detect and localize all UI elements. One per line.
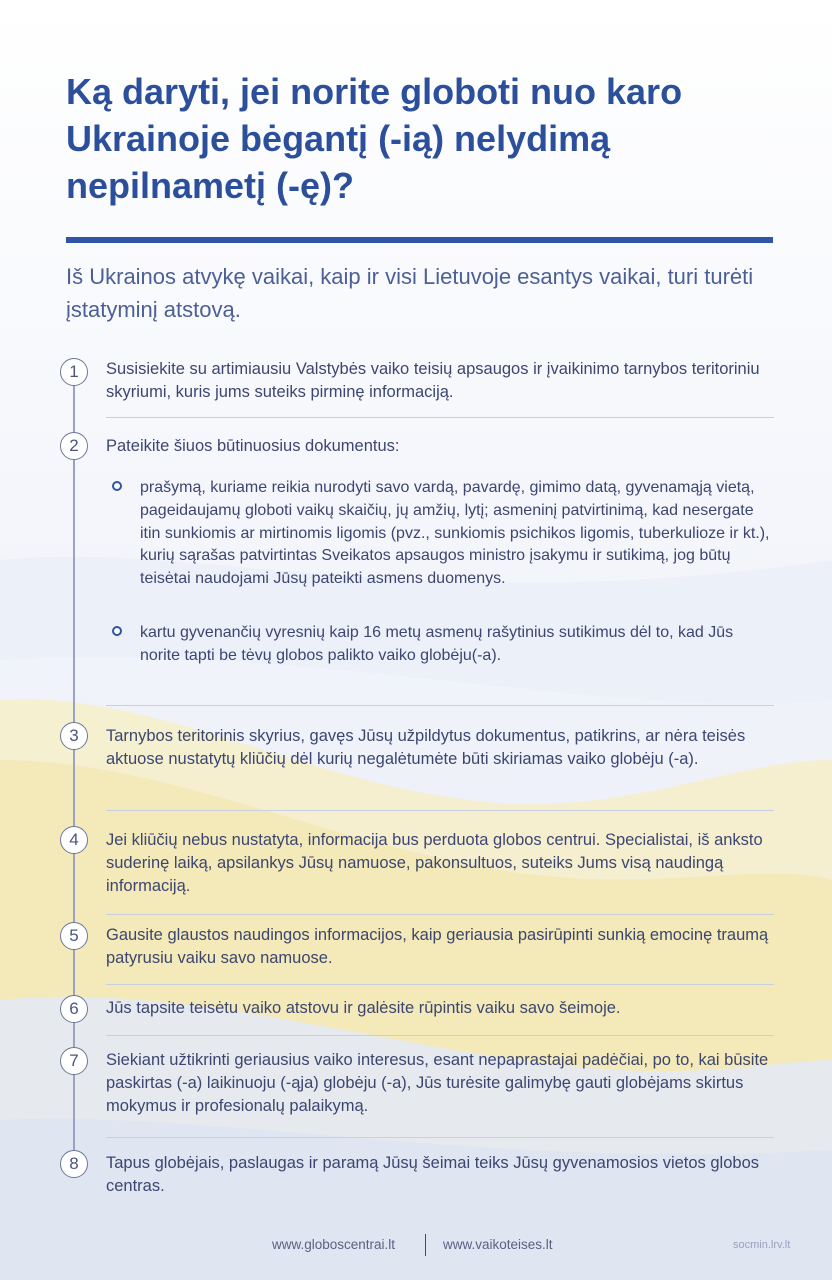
step-text: Gausite glaustos naudingos informacijos, kaip geriausia pasirūpinti sunkią emocinę traumą patyrusiu vaiku savo namuose. <box>106 926 769 967</box>
title-divider <box>66 237 773 243</box>
step-separator <box>106 914 774 915</box>
bullet-icon <box>112 626 122 636</box>
step-text: Pateikite šiuos būtinuosius dokumentus: <box>106 437 400 455</box>
step-separator <box>106 417 774 418</box>
step-number: 8 <box>60 1150 88 1178</box>
timeline-line <box>73 370 75 1160</box>
step-separator <box>106 810 774 811</box>
step-separator <box>106 1035 774 1036</box>
step-separator <box>106 984 774 985</box>
bullet-text: kartu gyvenančių vyresnių kaip 16 metų asmenų rašytinius sutikimus dėl to, kad Jūs norite tapti be tėvų globos palikto vaiko globėju(-a). <box>140 624 734 664</box>
step-text: Tarnybos teritorinis skyrius, gavęs Jūsų užpildytus dokumentus, patikrins, ar nėra teisės aktuose nustatytų kliūčių dėl kurių negalėtumėte būti skiriamas vaiko globėju (-a). <box>106 727 746 768</box>
step-text: Jei kliūčių nebus nustatyta, informacija bus perduota globos centrui. Specialistai, iš anksto suderinę laiką, apsilankys Jūsų namuose, pakonsultuos, suteiks Jums visą naudingą informaciją. <box>106 831 763 895</box>
step-text: Susisiekite su artimiausiu Valstybės vaiko teisių apsaugos ir įvaikinimo tarnybos teritoriniu skyriumi, kuris jums suteiks pirminę informaciją. <box>106 360 760 401</box>
footer-divider <box>425 1234 426 1256</box>
intro-text: Iš Ukrainos atvykę vaikai, kaip ir visi Lietuvoje esantys vaikai, turi turėti įstatyminį atstovą. <box>66 264 754 322</box>
source-credit: socmin.lrv.lt <box>733 1239 791 1251</box>
step-text: Tapus globėjais, paslaugas ir paramą Jūsų šeimai teiks Jūsų gyvenamosios vietos globos centras. <box>106 1154 760 1195</box>
step-number: 2 <box>60 432 88 460</box>
page-title: Ką daryti, jei norite globoti nuo karo Ukrainoje bėgantį (-ią) nelydimą nepilnametį (-ę)? <box>66 71 683 206</box>
step-separator <box>106 705 774 706</box>
step-number: 6 <box>60 995 88 1023</box>
bullet-text: prašymą, kuriame reikia nurodyti savo vardą, pavardę, gimimo datą, gyvenamąją vietą, pageidaujamų globoti vaikų skaičių, jų amžių, lytį; asmeninį patvirtinimą, kad nesergate itin sunkiomis ar mirtinomis ligomis (pvz., sunkiomis psichikos ligomis, tuberkulioze ir kt.), kurių sąrašas patvirtintas Sveikatos apsaugos ministro įsakymu ir sutikimą, jog būtų teisėtai naudojami Jūsų pateikti asmens duomenys. <box>140 479 770 588</box>
step-text: Siekiant užtikrinti geriausius vaiko interesus, esant nepaprastajai padėčiai, po to, kai būsite paskirtas (-a) laikinuoju (-ąja) globėju (-a), Jūs turėsite galimybę gauti globėjams skirtus mokymus ir profesionalų palaikymą. <box>106 1051 769 1115</box>
step-separator <box>106 1137 774 1138</box>
vaikoteises-link[interactable]: www.vaikoteises.lt <box>443 1237 553 1252</box>
bullet-icon <box>112 481 122 491</box>
step-number: 3 <box>60 722 88 750</box>
step-number: 1 <box>60 358 88 386</box>
step-number: 7 <box>60 1047 88 1075</box>
footer <box>0 1237 832 1257</box>
step-number: 4 <box>60 826 88 854</box>
step-text: Jūs tapsite teisėtu vaiko atstovu ir galėsite rūpintis vaiku savo šeimoje. <box>106 999 621 1017</box>
step-number: 5 <box>60 922 88 950</box>
globoscentrai-link[interactable]: www.globoscentrai.lt <box>272 1237 396 1252</box>
